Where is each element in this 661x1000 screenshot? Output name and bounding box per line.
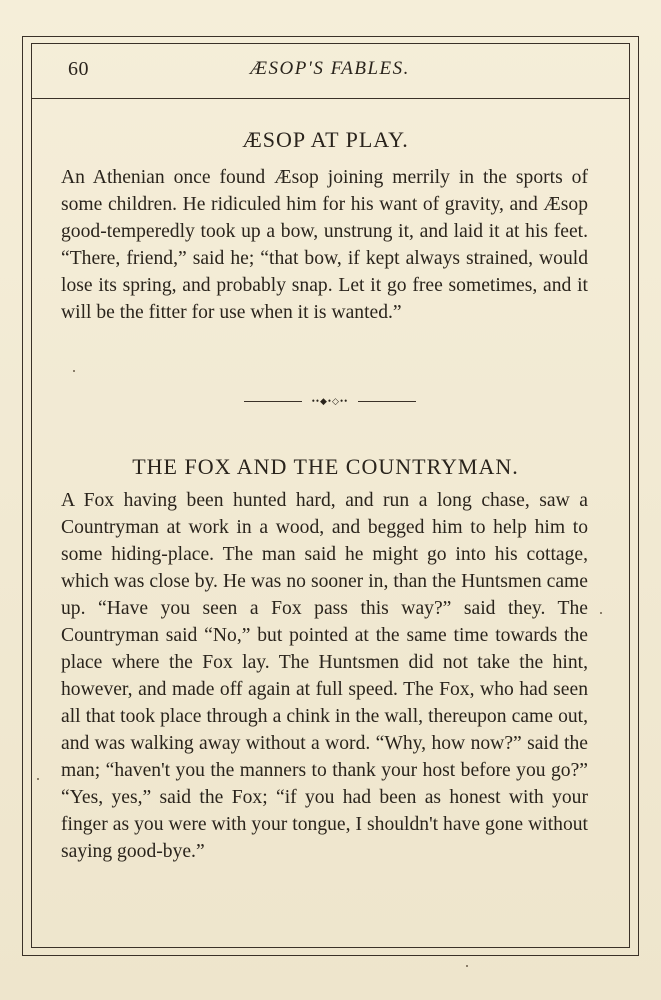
running-head: ÆSOP'S FABLES. bbox=[250, 58, 410, 79]
paper-speck bbox=[600, 612, 602, 614]
section-divider bbox=[244, 396, 416, 406]
divider-ornament: ••◆•◇•• bbox=[311, 396, 349, 406]
divider-line-right bbox=[358, 401, 416, 402]
paper-speck bbox=[466, 965, 468, 967]
fable-title-fox-and-countryman: THE FOX AND THE COUNTRYMAN. bbox=[132, 454, 519, 479]
fable-title-aesop-at-play: ÆSOP AT PLAY. bbox=[242, 127, 409, 152]
header-rule bbox=[31, 98, 630, 99]
paper-speck bbox=[37, 778, 39, 780]
fable-text-aesop-at-play: An Athenian once found Æsop joining merrily in the sports of some children. He ridiculed him for his want of gravity, and Æsop good-temperedly took up a bow, unstrung it, and laid it at his feet. “There, friend,” said he; “that bow, if kept always strained, would lose its spring, and probably snap. Let it go free sometimes, and it will be the fitter for use when it is wanted.” bbox=[61, 167, 588, 323]
divider-line-left bbox=[244, 401, 302, 402]
paper-speck bbox=[73, 370, 75, 372]
fable-text-fox-and-countryman: A Fox having been hunted hard, and run a long chase, saw a Countryman at work in a wood, and begged him to help him to some hiding-place. The man said he might go into his cottage, which was close by. He was no sooner in, than the Huntsmen came up. “Have you seen a Fox pass this way?” said they. The Countryman said “No,” but pointed at the same time towards the place where the Fox lay. The Huntsmen did not take the hint, however, and made off again at full speed. The Fox, who had seen all that took place through a chink in the wall, thereupon came out, and was walking away without a word. “Why, how now?” said the man; “haven't you the manners to thank your host before you go?” “Yes, yes,” said the Fox; “if you had been as honest with your finger as you were with your tongue, I shouldn't have gone without saying good-bye.” bbox=[61, 490, 588, 862]
page-number: 60 bbox=[68, 58, 89, 80]
